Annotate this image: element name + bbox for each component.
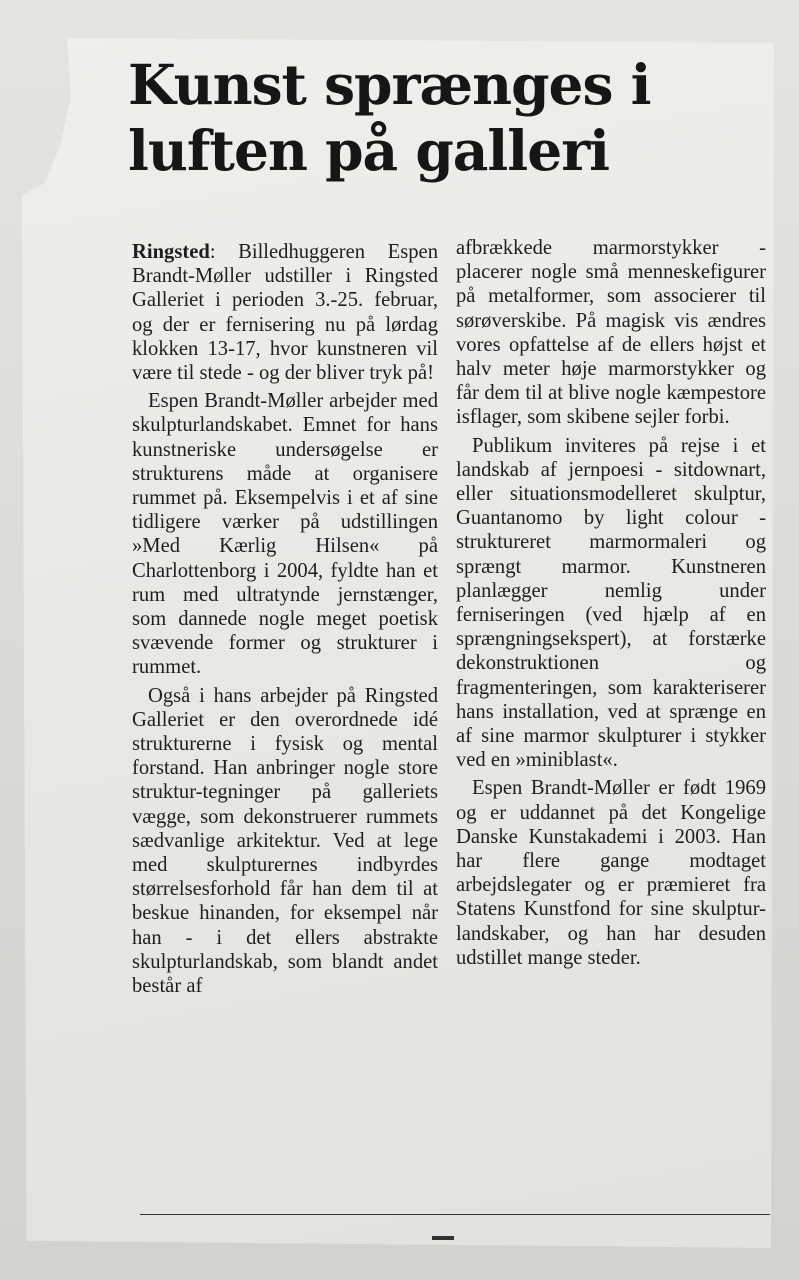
lead-text: : Billedhuggeren Espen Brandt-Møller udstiller i Ringsted Galleriet i perioden 3.-25. februar, og der er fernisering nu på lørdag klokken 13-17, hvor kunstneren vil være til stede - og der bliver tryk på!	[132, 241, 438, 385]
headline-line-2: luften på galleri	[128, 118, 610, 183]
paragraph-6: Espen Brandt-Møller er født 1969 og er uddannet på det Kongelige Danske Kunstakademi i 2003. Han har flere gange modtaget arbejdslegater og er præmieret fra Statens Kunstfond for sine skulptur-landskaber, og han har desuden udstillet mange steder.	[456, 777, 766, 969]
lead-paragraph	[132, 240, 438, 385]
article-column-right	[456, 236, 766, 974]
headline	[128, 52, 758, 184]
article-column-left	[132, 240, 438, 1002]
dateline: Ringsted	[132, 241, 210, 263]
footer-mark	[432, 1236, 454, 1240]
paragraph-4: afbrækkede marmorstykker - placerer nogle små menneskefigurer på metalformer, som associerer til sørøverskibe. På magisk vis ændres vores opfattelse af de ellers højst et halv meter høje marmorstykker og får dem til at blive nogle kæmpestore isflager, som skibene sejler forbi.	[456, 237, 766, 429]
bottom-rule	[140, 1214, 770, 1215]
paragraph-2: Espen Brandt-Møller arbejder med skulpturlandskabet. Emnet for hans kunstneriske undersøgelse er strukturens måde at organisere rummet på. Eksempelvis i et af sine tidligere værker på udstillingen »Med Kærlig Hilsen« på Charlottenborg i 2004, fyldte han et rum med ultratynde jernstænger, som dannede nogle meget poetisk svævende former og strukturer i rummet.	[132, 390, 438, 679]
paragraph-3: Også i hans arbejder på Ringsted Galleriet er den overordnede idé strukturerne i fysisk og mental forstand. Han anbringer nogle store struktur-tegninger på galleriets vægge, som dekonstruerer rummets sædvanlige arkitektur. Ved at lege med skulpturernes indbyrdes størrelsesforhold får han dem til at beskue hinanden, for eksempel når han - i det ellers abstrakte skulpturlandskab, som blandt andet består af	[132, 684, 438, 998]
headline-line-1: Kunst sprænges i	[128, 52, 651, 117]
paragraph-5: Publikum inviteres på rejse i et landskab af jernpoesi - sitdownart, eller situationsmodelleret skulptur, Guantanomo by light colour - struktureret marmormaleri og sprængt marmor. Kunstneren planlægger nemlig under ferniseringen (ved hjælp af en sprængningsekspert), at forstærke dekonstruktionen og fragmenteringen, som karakteriserer hans installation, ved at sprænge en af sine marmor skulpturer i stykker ved en »miniblast«.	[456, 434, 766, 772]
